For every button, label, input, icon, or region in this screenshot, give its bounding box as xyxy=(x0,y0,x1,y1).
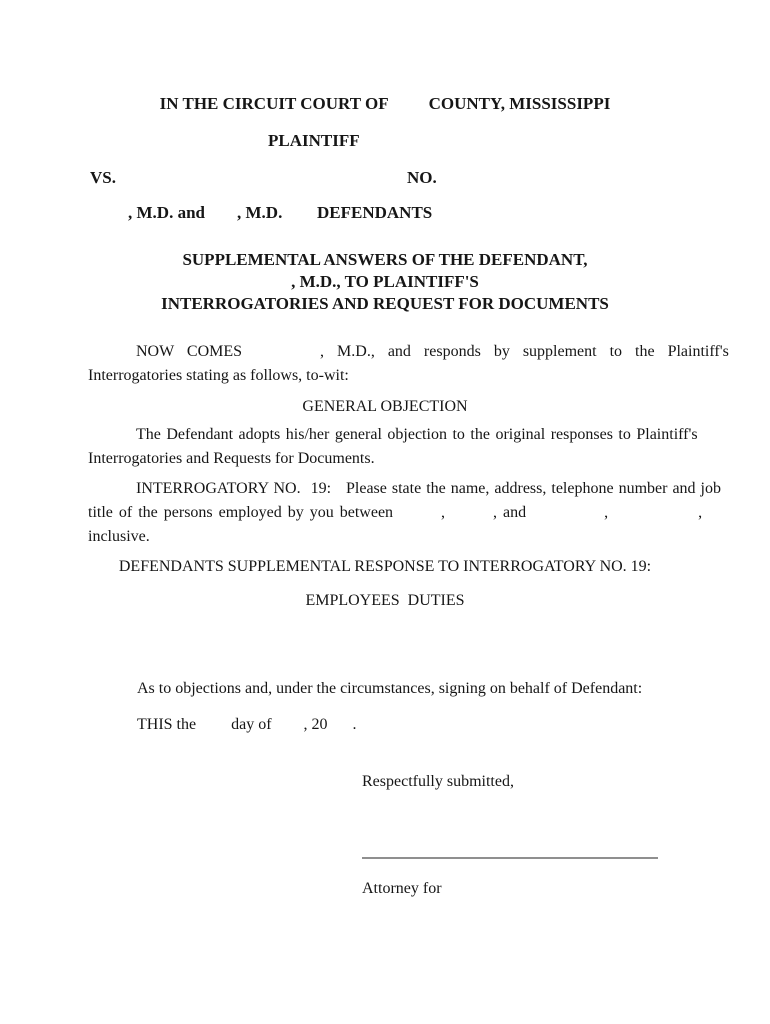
attorney-for-label: Attorney for xyxy=(362,880,442,897)
court-caption-left: IN THE CIRCUIT COURT OF xyxy=(159,94,389,113)
employees-column-label: EMPLOYEES xyxy=(305,592,400,609)
date-year: , 20 xyxy=(303,716,328,733)
document-title-line-3: INTERROGATORIES AND REQUEST FOR DOCUMENTS xyxy=(161,294,609,313)
defendants-label: DEFENDANTS xyxy=(317,203,433,222)
intro-line-1: NOW COMES , M.D., and responds by supplement to the Plaintiff's xyxy=(136,343,729,360)
court-caption-line xyxy=(0,92,770,116)
court-caption-right: COUNTY, MISSISSIPPI xyxy=(428,94,611,113)
employees-duties-row xyxy=(0,589,770,613)
date-end: . xyxy=(352,716,357,733)
plaintiff-label: PLAINTIFF xyxy=(268,131,360,150)
general-objection-paragraph xyxy=(88,423,698,471)
date-line xyxy=(137,713,357,737)
duties-column-label: DUTIES xyxy=(407,592,465,609)
date-middle: day of xyxy=(231,716,272,733)
interrogatory-paragraph xyxy=(88,477,721,549)
defendant-name-2: , M.D. xyxy=(237,203,283,222)
defendant-name-1: , M.D. and xyxy=(128,203,205,222)
supplemental-response-heading: DEFENDANTS SUPPLEMENTAL RESPONSE TO INTERROGATORY NO. 19: xyxy=(118,558,652,575)
interrogatory-line-2: title of the persons employed by you between , , and , , xyxy=(88,504,703,521)
respectfully-submitted-label: Respectfully submitted, xyxy=(362,773,514,790)
interrogatory-line-1: INTERROGATORY NO. 19: Please state the name, address, telephone number and job xyxy=(136,480,721,497)
interrogatory-line-3: inclusive. xyxy=(88,528,150,545)
intro-paragraph xyxy=(88,340,729,388)
document-title-line-2: , M.D., TO PLAINTIFF'S xyxy=(291,272,479,291)
intro-line-2: Interrogatories stating as follows, to-wit: xyxy=(88,367,349,384)
document-title xyxy=(0,249,770,315)
vs-label: VS. xyxy=(90,168,116,187)
case-no-label: NO. xyxy=(407,168,437,187)
objections-signing-line: As to objections and, under the circumstances, signing on behalf of Defendant: xyxy=(137,680,643,697)
general-objection-heading: GENERAL OBJECTION xyxy=(302,398,468,415)
general-objection-line-1: The Defendant adopts his/her general objection to the original responses to Plaintiff's xyxy=(136,426,698,443)
general-objection-line-2: Interrogatories and Requests for Documents. xyxy=(88,450,375,467)
document-title-line-1: SUPPLEMENTAL ANSWERS OF THE DEFENDANT, xyxy=(182,250,588,269)
attorney-signature-line xyxy=(362,857,658,859)
date-prefix: THIS the xyxy=(137,716,197,733)
